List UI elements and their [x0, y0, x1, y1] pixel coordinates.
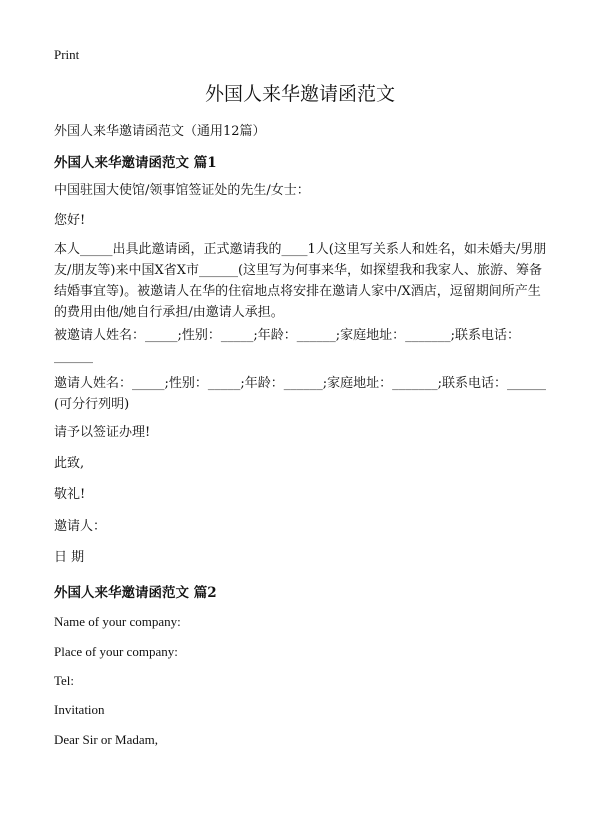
section1-body: 本人_____出具此邀请函，正式邀请我的____1人(这里写关系人和姓名，如未婚夫/男朋友/朋友等)来中国X省X市______(这里写为何事来华，如探望我和我家人、旅游、筹备结婚事宜等)。被邀请人在华的住宿地点将安排在邀请人家中/X酒店，逗留期间所产生的费用由他/她自行承担/由邀请人承担。: [54, 242, 547, 320]
print-link[interactable]: Print: [54, 47, 80, 62]
section1-salutation: 中国驻国大使馆/领事馆签证处的先生/女士：: [54, 183, 310, 198]
invitee-info: 被邀请人姓名：_____;性别：_____;年龄：______;家庭地址：_______;联系电话：______: [54, 328, 521, 364]
tel-line: Tel:: [54, 673, 75, 688]
company-name-line: Name of your company:: [54, 614, 181, 629]
inviter-signature-label: 邀请人：: [54, 519, 107, 534]
page-title: 外国人来华邀请函范文: [204, 83, 395, 105]
section2-heading: 外国人来华邀请函范文 篇2: [54, 585, 217, 601]
section1-heading: 外国人来华邀请函范文 篇1: [54, 155, 217, 171]
closing-line-1: 此致,: [54, 456, 85, 471]
document-subtitle: 外国人来华邀请函范文（通用12篇）: [54, 124, 266, 139]
date-label: 日 期: [54, 550, 85, 565]
section1-greeting: 您好!: [54, 213, 86, 228]
invitation-line: Invitation: [54, 702, 105, 717]
dear-line: Dear Sir or Madam,: [54, 732, 158, 747]
inviter-info: 邀请人姓名：_____;性别：_____;年龄：______;家庭地址：_______;联系电话：______ (可分行列明): [54, 376, 547, 412]
closing-line-2: 敬礼!: [54, 487, 86, 502]
company-place-line: Place of your company:: [54, 644, 178, 659]
visa-request: 请予以签证办理!: [54, 425, 151, 440]
